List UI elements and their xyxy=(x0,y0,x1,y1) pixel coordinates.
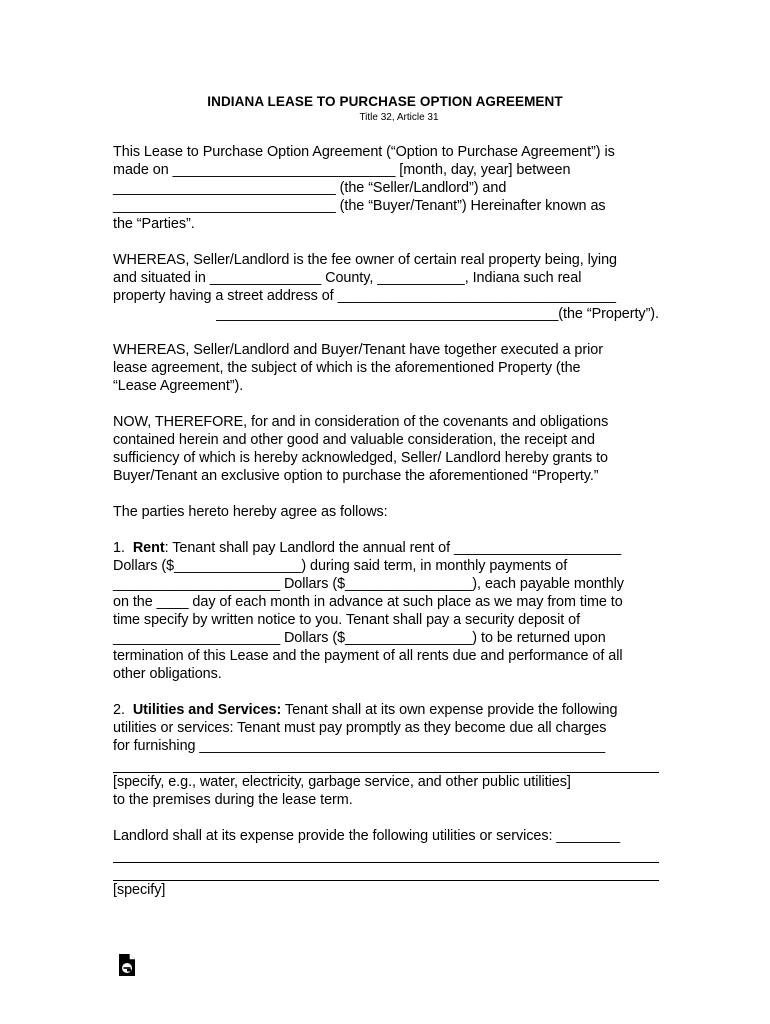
specify-label: [specify] xyxy=(113,882,166,898)
blank-rule xyxy=(113,863,659,881)
whereas1-line: WHEREAS, Seller/Landlord is the fee owner of certain real property being, lying xyxy=(113,252,617,268)
whereas1-line: and situated in ______________ County, ___________, Indiana such real xyxy=(113,270,582,286)
utilities-heading: Utilities and Services: xyxy=(132,702,282,718)
rent-line: time specify by written notice to you. Tenant shall pay a security deposit of xyxy=(113,612,581,628)
eforms-logo-icon xyxy=(118,953,136,977)
rent-line: _____________________ Dollars ($________________) to be returned upon xyxy=(113,630,606,646)
rent-line: termination of this Lease and the payment of all rents due and performance of all xyxy=(113,648,623,664)
intro-line: made on ____________________________ [month, day, year] between xyxy=(113,162,571,178)
utilities-text: Tenant shall at its own expense provide the following xyxy=(281,702,618,718)
utilities-first-line xyxy=(113,701,659,719)
now-therefore-line: sufficiency of which is hereby acknowledged, Seller/ Landlord hereby grants to xyxy=(113,450,608,466)
blank-rule xyxy=(113,845,659,863)
now-therefore-line: Buyer/Tenant an exclusive option to purchase the aforementioned “Property.” xyxy=(113,468,599,484)
intro-line: This Lease to Purchase Option Agreement (“Option to Purchase Agreement”) is xyxy=(113,144,615,160)
whereas1-line: property having a street address of ___________________________________ xyxy=(113,288,616,304)
landlord-utilities-line: Landlord shall at its expense provide the following utilities or services: ________ xyxy=(113,828,621,844)
whereas2-line: WHEREAS, Seller/Landlord and Buyer/Tenant have together executed a prior xyxy=(113,342,603,358)
whereas2-line: lease agreement, the subject of which is the aforementioned Property (the xyxy=(113,360,581,376)
whereas1-line: ___________________________________________(the “Property”). xyxy=(216,306,659,322)
document-body xyxy=(113,143,659,899)
utilities-specify-line: [specify, e.g., water, electricity, garbage service, and other public utilities] xyxy=(113,774,571,790)
document-title: INDIANA LEASE TO PURCHASE OPTION AGREEMENT xyxy=(207,94,563,109)
blank-rule xyxy=(113,755,659,773)
rent-line: on the ____ day of each month in advance at such place as we may from time to xyxy=(113,594,623,610)
document-subtitle: Title 32, Article 31 xyxy=(359,112,439,123)
rent-first-line xyxy=(113,539,659,557)
utilities-line: for furnishing ___________________________________________________ xyxy=(113,738,606,754)
rent-number: 1. xyxy=(113,540,125,556)
rent-heading: Rent xyxy=(132,540,165,556)
intro-line: ____________________________ (the “Buyer/Tenant”) Hereinafter known as xyxy=(113,198,606,214)
utilities-number: 2. xyxy=(113,702,125,718)
intro-line: the “Parties”. xyxy=(113,216,195,232)
rent-text: : Tenant shall pay Landlord the annual rent of _____________________ xyxy=(164,540,622,556)
rent-line: other obligations. xyxy=(113,666,222,682)
rent-line: Dollars ($________________) during said term, in monthly payments of xyxy=(113,558,568,574)
rent-line: _____________________ Dollars ($________________), each payable monthly xyxy=(113,576,624,592)
utilities-line: utilities or services: Tenant must pay promptly as they become due all charges xyxy=(113,720,607,736)
intro-line: ____________________________ (the “Seller/Landlord”) and xyxy=(113,180,507,196)
agree-line: The parties hereto hereby agree as follows: xyxy=(113,504,388,520)
utilities-line: to the premises during the lease term. xyxy=(113,792,353,808)
now-therefore-line: contained herein and other good and valuable consideration, the receipt and xyxy=(113,432,595,448)
whereas2-line: “Lease Agreement”). xyxy=(113,378,244,394)
now-therefore-line: NOW, THEREFORE, for and in consideration of the covenants and obligations xyxy=(113,414,609,430)
